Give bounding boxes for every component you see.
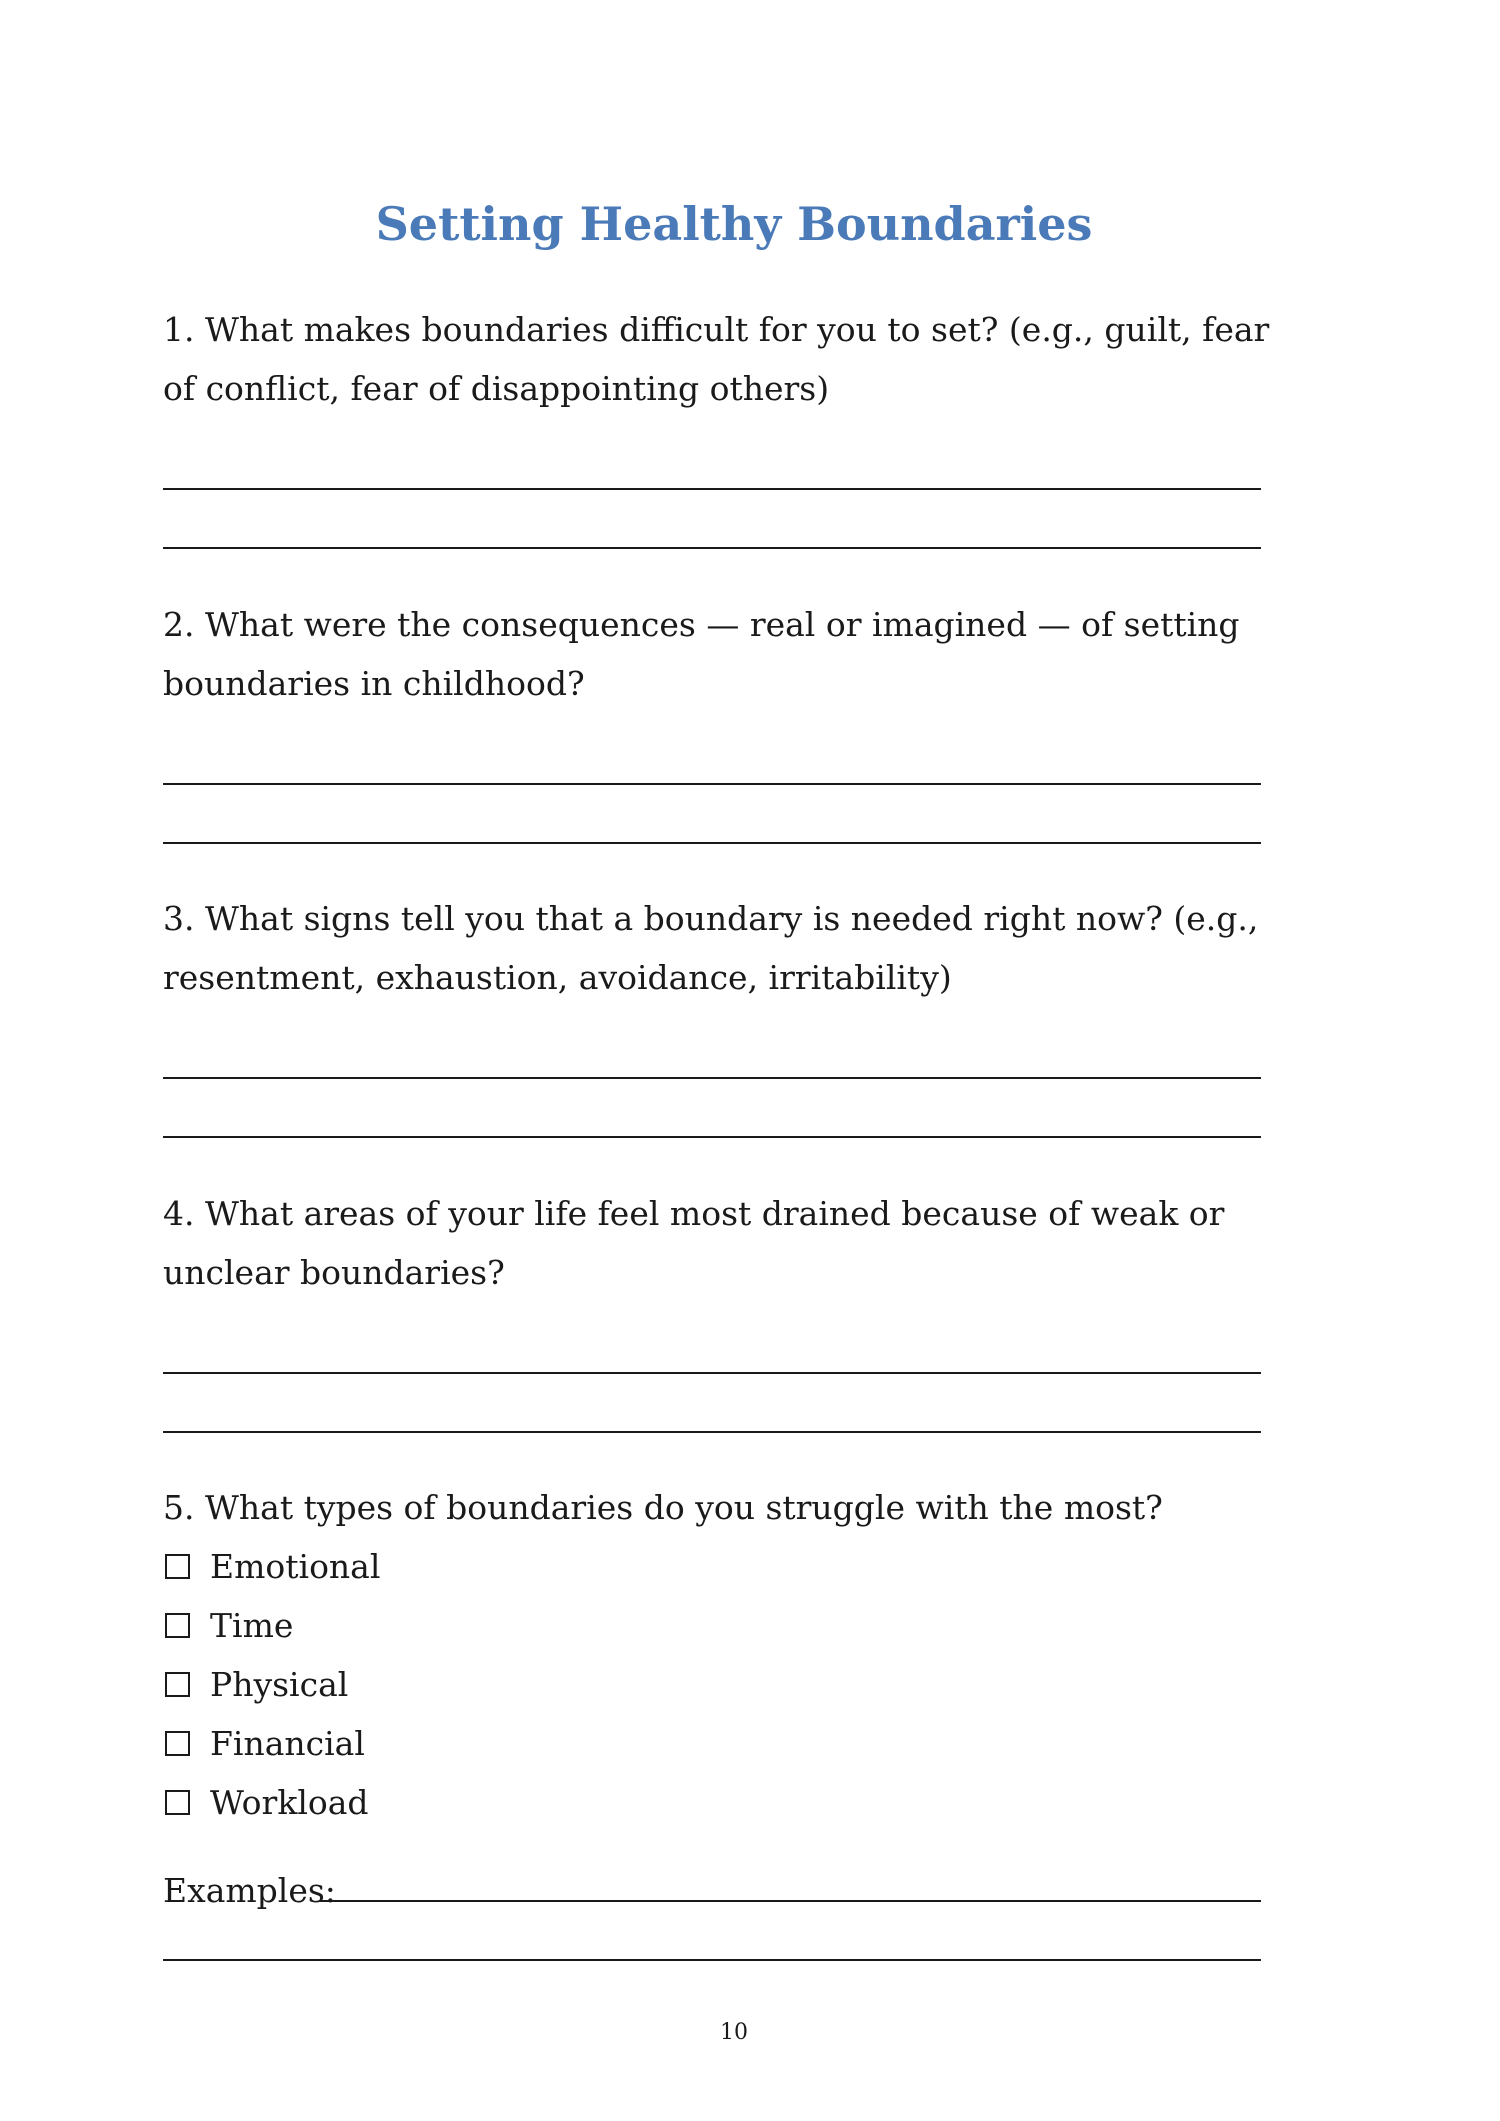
checkbox-label: Physical	[210, 1665, 349, 1704]
page-title: Setting Healthy Boundaries	[375, 197, 1093, 251]
checkbox-item-emotional[interactable]	[163, 1537, 963, 1596]
checkbox-label: Time	[210, 1606, 294, 1645]
question-1: 1. What makes boundaries difficult for you to set? (e.g., guilt, fear of conflict, fear of disappointing others)	[163, 310, 1270, 408]
question-3: 3. What signs tell you that a boundary is needed right now? (e.g., resentment, exhaustion, avoidance, irritability)	[163, 899, 1259, 997]
answer-line-4a[interactable]	[163, 1372, 1261, 1374]
checkbox-label: Financial	[210, 1724, 365, 1763]
boundary-type-checklist	[163, 1537, 963, 1832]
answer-line-4b[interactable]	[163, 1431, 1261, 1433]
answer-line-2a[interactable]	[163, 783, 1261, 785]
answer-line-1b[interactable]	[163, 547, 1261, 549]
checkbox-label: Emotional	[210, 1547, 381, 1586]
checkbox-label: Workload	[210, 1783, 369, 1822]
question-4: 4. What areas of your life feel most drained because of weak or unclear boundaries?	[163, 1194, 1225, 1292]
answer-line-3a[interactable]	[163, 1077, 1261, 1079]
checkbox-item-time[interactable]	[163, 1596, 963, 1655]
examples-label: Examples:	[163, 1871, 336, 1910]
answer-line-2b[interactable]	[163, 842, 1261, 844]
examples-answer-line-a[interactable]	[320, 1900, 1261, 1902]
checkbox-item-financial[interactable]	[163, 1714, 963, 1773]
answer-line-3b[interactable]	[163, 1136, 1261, 1138]
checkbox-icon[interactable]	[165, 1672, 190, 1697]
checkbox-icon[interactable]	[165, 1731, 190, 1756]
checkbox-icon[interactable]	[165, 1790, 190, 1815]
checkbox-icon[interactable]	[165, 1613, 190, 1638]
checkbox-icon[interactable]	[165, 1554, 190, 1579]
answer-line-1a[interactable]	[163, 488, 1261, 490]
page-number: 10	[720, 2020, 748, 2045]
question-2: 2. What were the consequences — real or imagined — of setting boundaries in childhood?	[163, 605, 1240, 703]
checkbox-item-physical[interactable]	[163, 1655, 963, 1714]
examples-answer-line-b[interactable]	[163, 1959, 1261, 1961]
checkbox-item-workload[interactable]	[163, 1773, 963, 1832]
question-5: 5. What types of boundaries do you struggle with the most?	[163, 1488, 1163, 1527]
